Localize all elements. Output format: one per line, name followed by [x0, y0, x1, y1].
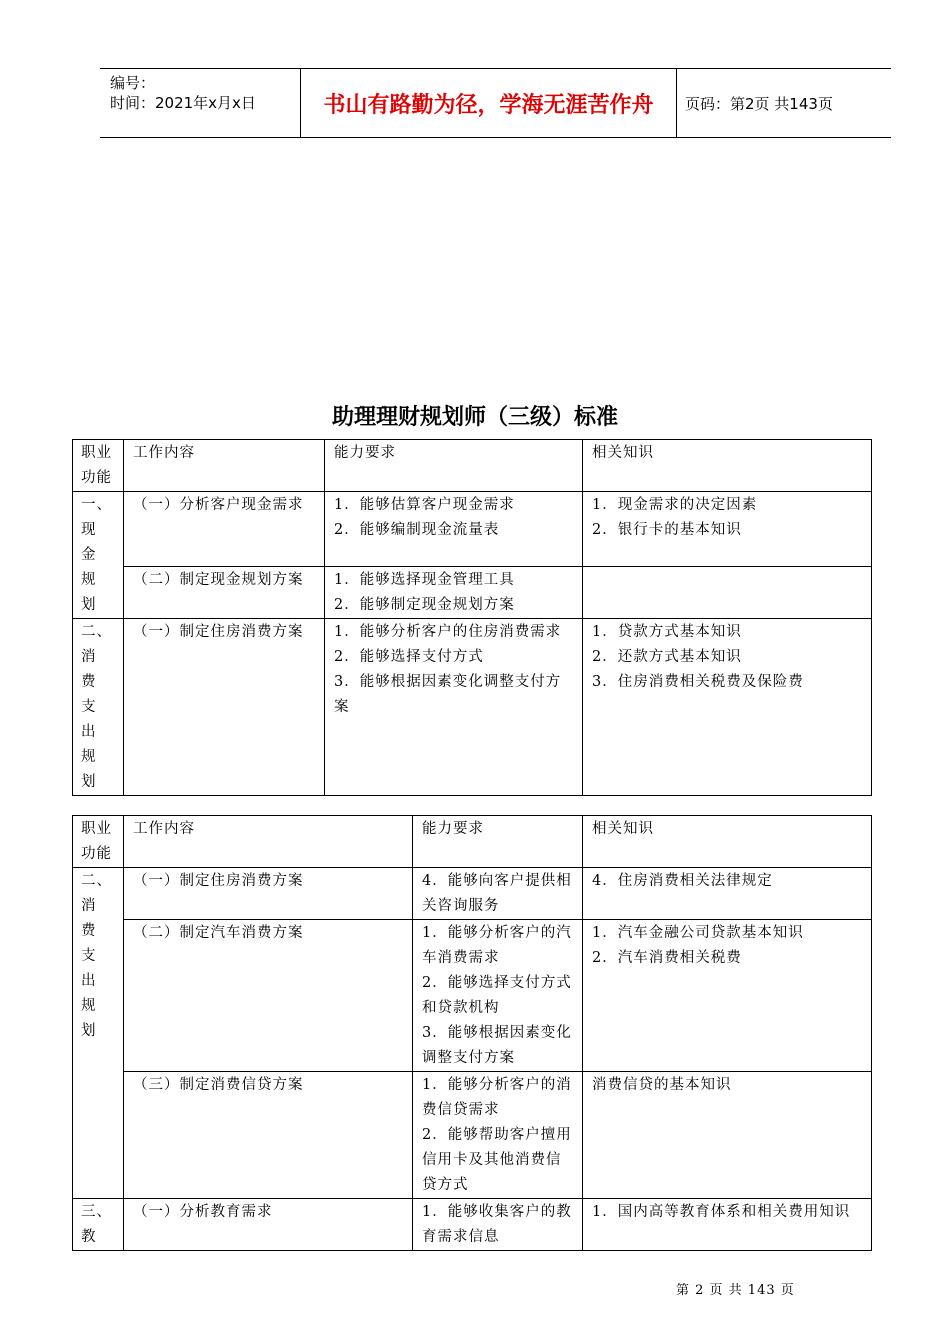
table-row — [73, 868, 872, 920]
knowledge-cell: 1．汽车金融公司贷款基本知识 2．汽车消费相关税费 — [583, 920, 872, 1072]
ability-cell: 1．能够分析客户的住房消费需求 2．能够选择支付方式 3．能够根据因素变化调整支付方案 — [325, 619, 583, 796]
work-cell: （一）分析教育需求 — [124, 1199, 413, 1251]
page-footer: 第 2 页 共 143 页 — [676, 1283, 795, 1298]
page-code: 页码：第2页 共143页 — [685, 94, 833, 113]
ability-cell: 1．能够选择现金管理工具 2．能够制定现金规划方案 — [325, 567, 583, 619]
knowledge-cell: 1．贷款方式基本知识 2．还款方式基本知识 3．住房消费相关税费及保险费 — [583, 619, 872, 796]
ability-cell: 4．能够向客户提供相关咨询服务 — [413, 868, 583, 920]
work-cell: （一）制定住房消费方案 — [124, 619, 325, 796]
table-row — [73, 920, 872, 1072]
function-cell: 三、教 — [73, 1199, 124, 1251]
motto: 书山有路勤为径，学海无涯苦作舟 — [323, 92, 654, 118]
work-cell: （二）制定现金规划方案 — [124, 567, 325, 619]
knowledge-cell: 1．国内高等教育体系和相关费用知识 — [583, 1199, 872, 1251]
ability-cell: 1．能够分析客户的消费信贷需求 2．能够帮助客户擅用信用卡及其他消费信贷方式 — [413, 1072, 583, 1199]
table-row — [73, 492, 872, 567]
table-row — [73, 1072, 872, 1199]
time-label: 时间：2021年x月x日 — [110, 94, 256, 112]
table-header-row — [73, 816, 872, 868]
table-header-row — [73, 440, 872, 492]
work-cell: （一）分析客户现金需求 — [124, 492, 325, 567]
col-header-function: 职业功能 — [73, 816, 124, 868]
col-header-work: 工作内容 — [124, 816, 413, 868]
page-header — [100, 68, 891, 138]
knowledge-cell: 4．住房消费相关法律规定 — [583, 868, 872, 920]
ability-cell: 1．能够分析客户的汽车消费需求 2．能够选择支付方式和贷款机构 3．能够根据因素变化调整支付方案 — [413, 920, 583, 1072]
knowledge-cell: 1．现金需求的决定因素 2．银行卡的基本知识 — [583, 492, 872, 567]
function-cell: 一、现金规划 — [73, 492, 124, 619]
standard-table-2 — [72, 815, 872, 1251]
table-row — [73, 567, 872, 619]
col-header-work: 工作内容 — [124, 440, 325, 492]
code-label: 编号： — [110, 74, 156, 92]
ability-cell: 1．能够估算客户现金需求 2．能够编制现金流量表 — [325, 492, 583, 567]
ability-cell: 1．能够收集客户的教育需求信息 — [413, 1199, 583, 1251]
function-cell: 二、消费支出规划 — [73, 619, 124, 796]
document-title: 助理理财规划师（三级）标准 — [331, 405, 618, 430]
table-row — [73, 619, 872, 796]
col-header-function: 职业功能 — [73, 440, 124, 492]
knowledge-cell — [583, 567, 872, 619]
work-cell: （二）制定汽车消费方案 — [124, 920, 413, 1072]
header-meta — [100, 69, 301, 137]
col-header-knowledge: 相关知识 — [583, 816, 872, 868]
work-cell: （一）制定住房消费方案 — [124, 868, 413, 920]
header-motto-cell — [301, 69, 677, 137]
col-header-ability: 能力要求 — [413, 816, 583, 868]
col-header-knowledge: 相关知识 — [583, 440, 872, 492]
standard-table-1 — [72, 439, 872, 796]
col-header-ability: 能力要求 — [325, 440, 583, 492]
work-cell: （三）制定消费信贷方案 — [124, 1072, 413, 1199]
table-row — [73, 1199, 872, 1251]
knowledge-cell: 消费信贷的基本知识 — [583, 1072, 872, 1199]
function-cell: 二、消费支出规划 — [73, 868, 124, 1199]
